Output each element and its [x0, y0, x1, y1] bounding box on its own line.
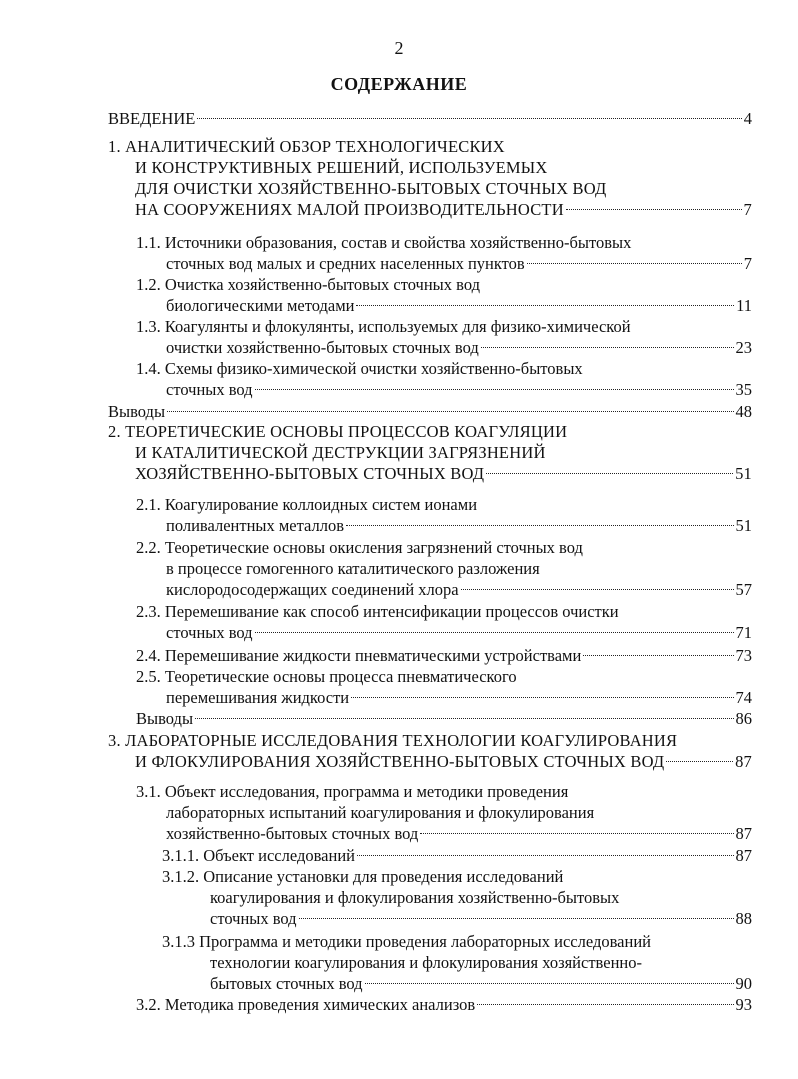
toc-entry-text: НА СООРУЖЕНИЯХ МАЛОЙ ПРОИЗВОДИТЕЛЬНОСТИ: [135, 200, 564, 219]
toc-entry-line: [135, 751, 752, 772]
toc-page-number: 88: [735, 909, 752, 928]
toc-entry-line: [166, 337, 752, 358]
page-number: 2: [394, 38, 404, 58]
toc-entry-line: [136, 494, 752, 515]
toc-entry-line: [162, 845, 752, 866]
toc-entry: [0, 601, 798, 643]
toc-entry-text: 2.1. Коагулирование коллоидных систем ионами: [136, 495, 478, 514]
toc-entry-text: хозяйственно-бытовых сточных вод: [166, 824, 419, 843]
toc-page-number: 74: [735, 688, 752, 707]
toc-entry-text: 1.1. Источники образования, состав и свойства хозяйственно-бытовых: [136, 233, 632, 252]
toc-entry: [0, 136, 798, 220]
toc-page-number: 7: [743, 254, 752, 273]
dot-leader: [365, 983, 734, 984]
toc-entry-line: [166, 622, 752, 643]
toc-entry-text: 3.1.3 Программа и методики проведения лабораторных исследований: [162, 932, 651, 951]
toc-entry-line: [166, 687, 752, 708]
toc-entry-line: [136, 316, 752, 337]
toc-entry-text: Выводы: [136, 709, 194, 728]
toc-entry-text: ХОЗЯЙСТВЕННО-БЫТОВЫХ СТОЧНЫХ ВОД: [135, 464, 485, 483]
toc-page-number: 57: [735, 580, 752, 599]
toc-entry-line: [135, 442, 752, 463]
dot-leader: [299, 918, 734, 919]
toc-entry-line: [166, 379, 752, 400]
toc-entry-text: 2.2. Теоретические основы окисления загрязнений сточных вод: [136, 538, 583, 557]
toc-page-number: 4: [743, 109, 752, 128]
toc-entry-text: И КАТАЛИТИЧЕСКОЙ ДЕСТРУКЦИИ ЗАГРЯЗНЕНИЙ: [135, 443, 546, 462]
toc-entry-text: бытовых сточных вод: [210, 974, 363, 993]
toc-entry-text: технологии коагулирования и флокулирования хозяйственно-: [210, 953, 642, 972]
toc-entry-text: коагулирования и флокулирования хозяйственно-бытовых: [210, 888, 620, 907]
toc-page-number: 86: [735, 709, 752, 728]
toc-entry-line: [166, 515, 752, 536]
toc-page-number: 87: [735, 846, 752, 865]
toc-entry-line: [136, 666, 752, 687]
toc-entry-line: [136, 537, 752, 558]
toc-entry-text: 2. ТЕОРЕТИЧЕСКИЕ ОСНОВЫ ПРОЦЕССОВ КОАГУЛЯЦИИ: [108, 422, 568, 441]
dot-leader: [666, 761, 733, 762]
toc-entry-line: [108, 401, 752, 422]
toc-entry-text: 3.1.1. Объект исследований: [162, 846, 355, 865]
toc-entry-line: [166, 802, 752, 823]
toc-entry: [0, 316, 798, 358]
toc-entry-text: 1.2. Очистка хозяйственно-бытовых сточных вод: [136, 275, 480, 294]
toc-entry-text: сточных вод: [166, 380, 253, 399]
toc-page-number: 48: [735, 402, 752, 421]
toc-page-number: 87: [735, 752, 752, 771]
toc-entry-line: [166, 295, 752, 316]
toc-entry-text: 3.1. Объект исследования, программа и методики проведения: [136, 782, 569, 801]
toc-entry-text: кислородосодержащих соединений хлора: [166, 580, 459, 599]
toc-entry: [0, 708, 798, 729]
toc-entry: [0, 494, 798, 536]
dot-leader: [486, 473, 733, 474]
toc-page-number: 93: [735, 995, 752, 1014]
toc-page-number: 23: [735, 338, 752, 357]
toc-entry: [0, 108, 798, 129]
toc-entry-text: 1.4. Схемы физико-химической очистки хозяйственно-бытовых: [136, 359, 583, 378]
toc-entry: [0, 866, 798, 929]
toc-entry-text: ДЛЯ ОЧИСТКИ ХОЗЯЙСТВЕННО-БЫТОВЫХ СТОЧНЫХ ВОД: [135, 179, 607, 198]
dot-leader: [197, 118, 741, 119]
toc-page-number: 51: [735, 516, 752, 535]
toc-entry-text: 3.2. Методика проведения химических анализов: [136, 995, 476, 1014]
toc-entry-line: [210, 973, 752, 994]
toc-page-number: 71: [735, 623, 752, 642]
toc-entry-text: биологическими методами: [166, 296, 355, 315]
toc-entry: [0, 537, 798, 600]
toc-entry-line: [108, 108, 752, 129]
dot-leader: [351, 697, 733, 698]
toc-entry: [0, 232, 798, 274]
toc-entry-text: поливалентных металлов: [166, 516, 345, 535]
toc-entry-text: Выводы: [108, 402, 166, 421]
toc-entry-text: 2.5. Теоретические основы процесса пневматического: [136, 667, 517, 686]
dot-leader: [195, 718, 733, 719]
dot-leader: [566, 209, 742, 210]
dot-leader: [481, 347, 734, 348]
page-title: СОДЕРЖАНИЕ: [330, 74, 468, 94]
dot-leader: [461, 589, 734, 590]
dot-leader: [357, 855, 734, 856]
toc-page-number: 51: [735, 464, 752, 483]
toc-entry-line: [136, 708, 752, 729]
toc-page-number: 11: [736, 296, 752, 315]
toc-entry-line: [108, 421, 752, 442]
toc-page-number: 7: [743, 200, 752, 219]
toc-entry-line: [136, 781, 752, 802]
dot-leader: [420, 833, 733, 834]
toc-page-number: 90: [735, 974, 752, 993]
toc-entry-line: [166, 579, 752, 600]
toc-entry-text: 3.1.2. Описание установки для проведения исследований: [162, 867, 564, 886]
toc-entry-line: [136, 645, 752, 666]
toc-entry-line: [136, 274, 752, 295]
toc-entry-line: [108, 136, 752, 157]
toc-page-number: 73: [735, 646, 752, 665]
toc-entry: [0, 645, 798, 666]
toc-entry-text: очистки хозяйственно-бытовых сточных вод: [166, 338, 479, 357]
dot-leader: [477, 1004, 733, 1005]
toc-entry-line: [166, 253, 752, 274]
toc-entry-text: перемешивания жидкости: [166, 688, 350, 707]
toc-page-number: 35: [735, 380, 752, 399]
dot-leader: [583, 655, 733, 656]
toc-entry: [0, 730, 798, 772]
toc-entry-line: [135, 199, 752, 220]
toc-entry: [0, 421, 798, 484]
toc-entry: [0, 845, 798, 866]
dot-leader: [356, 305, 734, 306]
toc-entry-line: [136, 994, 752, 1015]
toc-entry: [0, 358, 798, 400]
toc-entry-text: 2.3. Перемешивание как способ интенсификации процессов очистки: [136, 602, 619, 621]
toc-entry-line: [135, 178, 752, 199]
toc-entry-line: [210, 887, 752, 908]
toc-entry-text: 2.4. Перемешивание жидкости пневматическими устройствами: [136, 646, 582, 665]
toc-entry-line: [136, 358, 752, 379]
toc-entry: [0, 931, 798, 994]
toc-entry-line: [166, 558, 752, 579]
toc-entry-text: в процессе гомогенного каталитического разложения: [166, 559, 540, 578]
toc-entry-text: сточных вод малых и средних населенных пунктов: [166, 254, 525, 273]
toc-entry-text: 1.3. Коагулянты и флокулянты, используемых для физико-химической: [136, 317, 631, 336]
toc-entry-line: [136, 601, 752, 622]
toc-entry-line: [135, 463, 752, 484]
toc-entry-text: лабораторных испытаний коагулирования и флокулирования: [166, 803, 595, 822]
toc-entry-text: 3. ЛАБОРАТОРНЫЕ ИССЛЕДОВАНИЯ ТЕХНОЛОГИИ КОАГУЛИРОВАНИЯ: [108, 731, 678, 750]
toc-entry-line: [108, 730, 752, 751]
toc-page-number: 87: [735, 824, 752, 843]
toc-entry-line: [162, 931, 752, 952]
toc-entry-text: ВВЕДЕНИЕ: [108, 109, 196, 128]
toc-entry-line: [135, 157, 752, 178]
dot-leader: [346, 525, 733, 526]
toc-entry-line: [136, 232, 752, 253]
toc-entry: [0, 274, 798, 316]
toc-entry: [0, 994, 798, 1015]
toc-entry-text: И КОНСТРУКТИВНЫХ РЕШЕНИЙ, ИСПОЛЬЗУЕМЫХ: [135, 158, 548, 177]
dot-leader: [527, 263, 742, 264]
toc-entry: [0, 781, 798, 844]
toc-entry: [0, 666, 798, 708]
toc-entry-text: сточных вод: [210, 909, 297, 928]
dot-leader: [255, 632, 734, 633]
toc-entry-line: [162, 866, 752, 887]
toc-entry-line: [210, 952, 752, 973]
dot-leader: [255, 389, 734, 390]
toc-entry: [0, 401, 798, 422]
toc-entry-line: [210, 908, 752, 929]
toc-entry-line: [166, 823, 752, 844]
toc-entry-text: 1. АНАЛИТИЧЕСКИЙ ОБЗОР ТЕХНОЛОГИЧЕСКИХ: [108, 137, 505, 156]
toc-entry-text: И ФЛОКУЛИРОВАНИЯ ХОЗЯЙСТВЕННО-БЫТОВЫХ СТОЧНЫХ ВОД: [135, 752, 665, 771]
toc-entry-text: сточных вод: [166, 623, 253, 642]
dot-leader: [167, 411, 733, 412]
